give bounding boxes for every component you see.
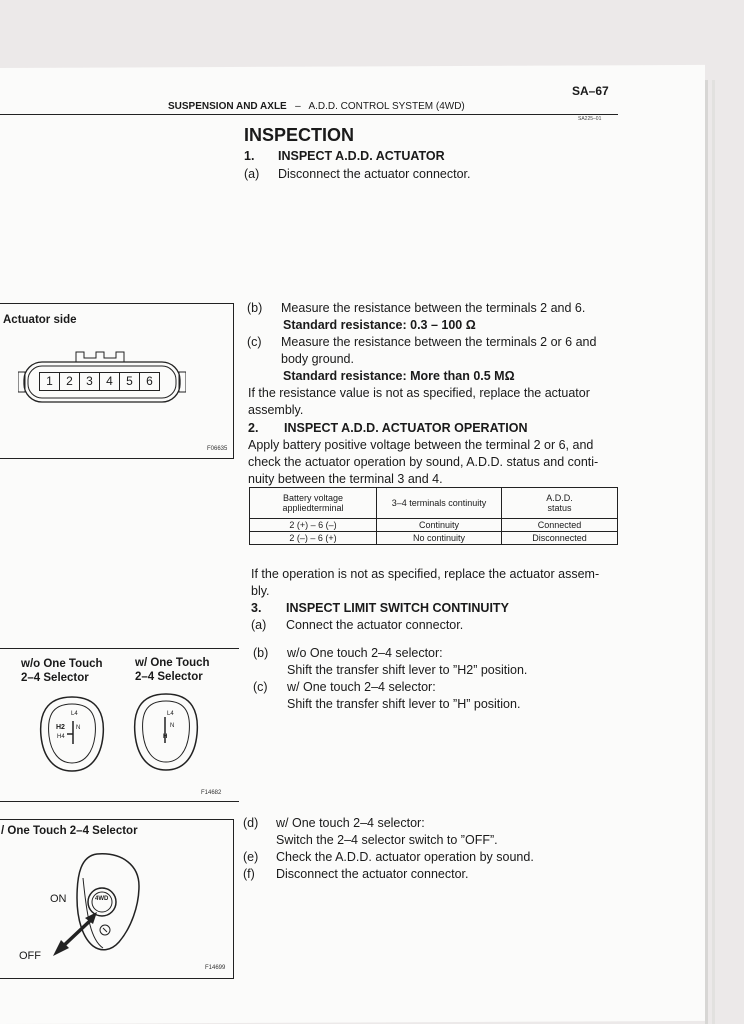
header-separator: – [295,101,301,112]
step1-c-standard: Standard resistance: More than 0.5 MΩ [283,369,515,383]
step1-note-2: assembly. [248,403,304,417]
on-label: ON [50,893,67,905]
table-cell-continuity: No continuity [377,532,502,545]
step1-b-standard: Standard resistance: 0.3 – 100 Ω [283,318,476,332]
figure1-code: F06635 [207,446,228,452]
step3-heading: INSPECT LIMIT SWITCH CONTINUITY [286,601,509,615]
table-cell-status: Connected [502,519,618,532]
knob-h2-label: H2 [56,724,65,731]
selector-switch-diagram [39,848,159,970]
step3-e-label: (e) [243,850,259,864]
step1-b-text: Measure the resistance between the terminals 2 and 6. [281,301,586,315]
step3-a-label: (a) [251,618,267,632]
step3-b-text-1: w/o One touch 2–4 selector: [287,646,443,660]
header-rule [0,114,618,115]
terminal-2: 2 [60,372,80,391]
button-4wd-label: 4WD [95,896,109,902]
shift-knob-without-selector [37,694,107,774]
step2-heading: INSPECT A.D.D. ACTUATOR OPERATION [284,421,528,435]
terminal-4: 4 [100,372,120,391]
terminal-6: 6 [140,372,160,391]
table-header-terminal: Battery voltage appliedterminal [250,488,377,519]
figure2-left-label: w/o One Touch 2–4 Selector [21,658,103,684]
table-header-row [250,488,618,519]
step1-a-label: (a) [244,167,260,181]
table-cell-terminal: 2 (–) – 6 (+) [250,532,377,545]
step1-heading: INSPECT A.D.D. ACTUATOR [278,149,445,163]
terminal-row [39,372,160,391]
subsection-title: A.D.D. CONTROL SYSTEM (4WD) [308,101,465,112]
knob-right-l4-label: L4 [167,711,174,717]
table-row [250,519,618,532]
step1-b-label: (b) [247,301,263,315]
knob-l4-label: L4 [71,711,78,717]
operation-table [249,487,618,545]
figure-selector-switch [0,819,234,979]
step3-d-text-2: Switch the 2–4 selector switch to ”OFF”. [276,833,498,847]
page-title: INSPECTION [244,125,355,145]
figure2-right-label: w/ One Touch 2–4 Selector [135,657,210,683]
step3-f-text: Disconnect the actuator connector. [276,867,469,881]
step3-d-text-1: w/ One touch 2–4 selector: [276,816,425,830]
step3-c-text-2: Shift the transfer shift lever to ”H” position. [287,697,521,711]
step2-para-1: Apply battery positive voltage between the terminal 2 or 6, and [248,438,594,452]
page-edge-2 [712,80,715,1024]
table-row [250,532,618,545]
page-number: SA–67 [572,84,609,98]
step3-e-text: Check the A.D.D. actuator operation by sound. [276,850,534,864]
step2-para-2: check the actuator operation by sound, A.D.D. status and conti- [248,455,599,469]
step3-d-label: (d) [243,816,259,830]
knob-right-h-label: H [163,734,168,740]
section-title: SUSPENSION AND AXLE [168,101,287,112]
step1-c-text-2: body ground. [281,352,354,366]
running-header [168,101,465,112]
table-cell-status: Disconnected [502,532,618,545]
step2-note-2: bly. [251,584,270,598]
step1-c-label: (c) [247,335,262,349]
table-cell-continuity: Continuity [377,519,502,532]
step3-b-label: (b) [253,646,269,660]
figure3-label: / One Touch 2–4 Selector [1,825,138,837]
step3-b-text-2: Shift the transfer shift lever to ”H2” position. [287,663,528,677]
figure-shift-knobs [0,648,239,802]
knob-n-label: N [76,725,81,731]
step3-c-text-1: w/ One touch 2–4 selector: [287,680,436,694]
terminal-3: 3 [80,372,100,391]
step2-note-1: If the operation is not as specified, replace the actuator assem- [251,567,600,581]
figure2-code: F14682 [201,790,222,796]
terminal-1: 1 [39,372,60,391]
step3-c-label: (c) [253,680,268,694]
step3-number: 3. [251,601,262,615]
table-cell-terminal: 2 (+) – 6 (–) [250,519,377,532]
shift-knob-with-selector [131,691,201,773]
step1-note-1: If the resistance value is not as specified, replace the actuator [248,386,590,400]
step3-f-label: (f) [243,867,255,881]
step3-a-text: Connect the actuator connector. [286,618,464,632]
table-header-status: A.D.D. status [502,488,618,519]
terminal-5: 5 [120,372,140,391]
knob-right-n-label: N [170,723,175,729]
figure3-code: F14699 [205,965,226,971]
table-header-continuity: 3–4 terminals continuity [377,488,502,519]
step1-a-text: Disconnect the actuator connector. [278,167,471,181]
step2-para-3: nuity between the terminal 3 and 4. [248,472,443,486]
figure1-label: Actuator side [3,314,77,326]
knob-h4-label: H4 [57,734,65,740]
step1-c-text-1: Measure the resistance between the terminals 2 or 6 and [281,335,597,349]
off-label: OFF [19,950,41,962]
figure-actuator-connector [0,303,234,459]
step1-number: 1. [244,149,255,163]
page-edge-1 [705,80,708,1024]
section-code: SA225–01 [578,116,602,122]
step2-number: 2. [248,421,259,435]
